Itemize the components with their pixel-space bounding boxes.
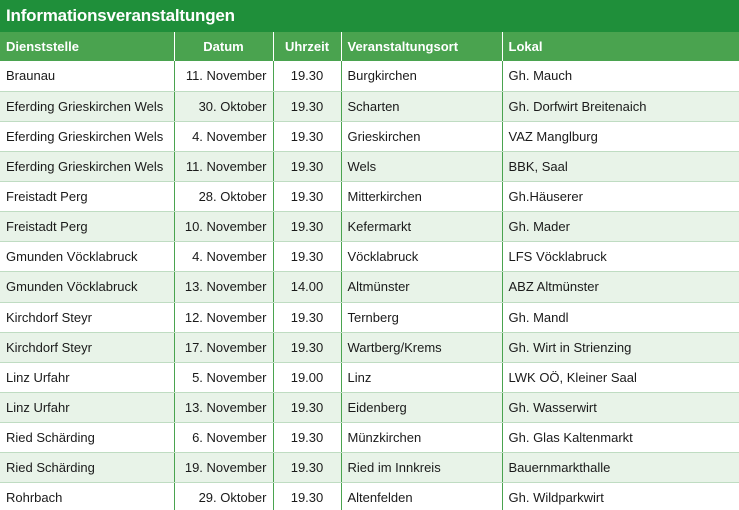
cell-veranstaltungsort: Kefermarkt: [341, 212, 502, 242]
cell-veranstaltungsort: Altenfelden: [341, 483, 502, 510]
cell-lokal: Gh. Dorfwirt Breitenaich: [502, 91, 739, 121]
table-row: [0, 121, 739, 151]
cell-uhrzeit: 19.30: [273, 483, 341, 510]
cell-datum: 13. November: [174, 272, 273, 302]
cell-veranstaltungsort: Linz: [341, 362, 502, 392]
table-row: [0, 362, 739, 392]
cell-uhrzeit: 19.30: [273, 151, 341, 181]
cell-uhrzeit: 14.00: [273, 272, 341, 302]
cell-dienststelle: Ried Schärding: [0, 453, 174, 483]
cell-datum: 19. November: [174, 453, 273, 483]
cell-veranstaltungsort: Ternberg: [341, 302, 502, 332]
column-header-veranstaltungsort: Veranstaltungsort: [341, 32, 502, 61]
cell-dienststelle: Rohrbach: [0, 483, 174, 510]
table-row: [0, 392, 739, 422]
cell-dienststelle: Kirchdorf Steyr: [0, 302, 174, 332]
table-row: [0, 302, 739, 332]
table-body: [0, 61, 739, 510]
events-table: [0, 32, 739, 510]
table-row: [0, 332, 739, 362]
cell-lokal: Gh. Wirt in Strienzing: [502, 332, 739, 362]
header-row: [0, 32, 739, 61]
cell-dienststelle: Eferding Grieskirchen Wels: [0, 121, 174, 151]
cell-lokal: Gh. Wasserwirt: [502, 392, 739, 422]
cell-dienststelle: Freistadt Perg: [0, 212, 174, 242]
cell-lokal: Gh. Mandl: [502, 302, 739, 332]
cell-dienststelle: Kirchdorf Steyr: [0, 332, 174, 362]
table-row: [0, 242, 739, 272]
cell-uhrzeit: 19.30: [273, 302, 341, 332]
cell-lokal: Bauernmarkthalle: [502, 453, 739, 483]
table-row: [0, 91, 739, 121]
cell-uhrzeit: 19.30: [273, 61, 341, 91]
table-row: [0, 212, 739, 242]
cell-datum: 29. Oktober: [174, 483, 273, 510]
cell-uhrzeit: 19.30: [273, 453, 341, 483]
cell-datum: 6. November: [174, 423, 273, 453]
table-title: Informationsveranstaltungen: [0, 0, 739, 32]
cell-datum: 28. Oktober: [174, 182, 273, 212]
cell-datum: 5. November: [174, 362, 273, 392]
cell-lokal: BBK, Saal: [502, 151, 739, 181]
cell-uhrzeit: 19.00: [273, 362, 341, 392]
cell-datum: 4. November: [174, 242, 273, 272]
cell-lokal: VAZ Manglburg: [502, 121, 739, 151]
table-row: [0, 483, 739, 510]
cell-dienststelle: Gmunden Vöcklabruck: [0, 272, 174, 302]
table-row: [0, 453, 739, 483]
column-header-dienststelle: Dienststelle: [0, 32, 174, 61]
cell-uhrzeit: 19.30: [273, 182, 341, 212]
table-row: [0, 272, 739, 302]
cell-lokal: LWK OÖ, Kleiner Saal: [502, 362, 739, 392]
column-header-uhrzeit: Uhrzeit: [273, 32, 341, 61]
cell-datum: 12. November: [174, 302, 273, 332]
cell-uhrzeit: 19.30: [273, 332, 341, 362]
cell-veranstaltungsort: Münzkirchen: [341, 423, 502, 453]
cell-veranstaltungsort: Ried im Innkreis: [341, 453, 502, 483]
cell-lokal: Gh. Mader: [502, 212, 739, 242]
cell-lokal: Gh. Wildparkwirt: [502, 483, 739, 510]
cell-lokal: ABZ Altmünster: [502, 272, 739, 302]
cell-dienststelle: Freistadt Perg: [0, 182, 174, 212]
table-row: [0, 182, 739, 212]
cell-dienststelle: Eferding Grieskirchen Wels: [0, 91, 174, 121]
cell-datum: 11. November: [174, 61, 273, 91]
cell-veranstaltungsort: Wartberg/Krems: [341, 332, 502, 362]
cell-veranstaltungsort: Burgkirchen: [341, 61, 502, 91]
cell-veranstaltungsort: Scharten: [341, 91, 502, 121]
cell-dienststelle: Braunau: [0, 61, 174, 91]
table-row: [0, 61, 739, 91]
cell-veranstaltungsort: Wels: [341, 151, 502, 181]
cell-datum: 30. Oktober: [174, 91, 273, 121]
cell-veranstaltungsort: Grieskirchen: [341, 121, 502, 151]
cell-dienststelle: Eferding Grieskirchen Wels: [0, 151, 174, 181]
cell-veranstaltungsort: Altmünster: [341, 272, 502, 302]
cell-lokal: Gh. Glas Kaltenmarkt: [502, 423, 739, 453]
cell-datum: 10. November: [174, 212, 273, 242]
cell-dienststelle: Ried Schärding: [0, 423, 174, 453]
cell-datum: 13. November: [174, 392, 273, 422]
cell-veranstaltungsort: Mitterkirchen: [341, 182, 502, 212]
cell-datum: 11. November: [174, 151, 273, 181]
cell-uhrzeit: 19.30: [273, 423, 341, 453]
column-header-lokal: Lokal: [502, 32, 739, 61]
table-row: [0, 423, 739, 453]
cell-lokal: Gh. Mauch: [502, 61, 739, 91]
cell-uhrzeit: 19.30: [273, 242, 341, 272]
cell-uhrzeit: 19.30: [273, 91, 341, 121]
cell-veranstaltungsort: Vöcklabruck: [341, 242, 502, 272]
cell-uhrzeit: 19.30: [273, 212, 341, 242]
cell-uhrzeit: 19.30: [273, 121, 341, 151]
cell-veranstaltungsort: Eidenberg: [341, 392, 502, 422]
cell-datum: 4. November: [174, 121, 273, 151]
cell-datum: 17. November: [174, 332, 273, 362]
column-header-datum: Datum: [174, 32, 273, 61]
cell-dienststelle: Linz Urfahr: [0, 392, 174, 422]
table-row: [0, 151, 739, 181]
cell-dienststelle: Gmunden Vöcklabruck: [0, 242, 174, 272]
cell-lokal: Gh.Häuserer: [502, 182, 739, 212]
cell-dienststelle: Linz Urfahr: [0, 362, 174, 392]
cell-uhrzeit: 19.30: [273, 392, 341, 422]
cell-lokal: LFS Vöcklabruck: [502, 242, 739, 272]
